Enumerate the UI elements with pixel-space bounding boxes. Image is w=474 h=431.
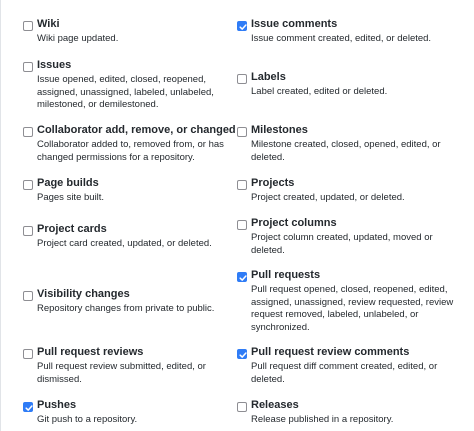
event-title: Pull request review comments <box>251 346 410 358</box>
event-description: Repository changes from private to public. <box>37 303 215 314</box>
pull-requests-checkbox[interactable] <box>237 272 247 282</box>
project-cards-checkbox[interactable] <box>23 226 33 236</box>
milestones-checkbox[interactable] <box>237 127 247 137</box>
event-title: Project columns <box>251 217 337 229</box>
event-title: Releases <box>251 399 299 411</box>
projects-checkbox[interactable] <box>237 180 247 190</box>
event-title: Visibility changes <box>37 288 130 300</box>
event-description: Issue opened, edited, closed, reopened, assigned, unassigned, labeled, unlabeled, milestoned, or demilestoned. <box>37 74 214 111</box>
event-description: Pull request diff comment created, edited, or deleted. <box>251 361 438 385</box>
project-columns-checkbox[interactable] <box>237 220 247 230</box>
event-title: Issue comments <box>251 18 338 30</box>
checkmark-icon <box>24 403 34 413</box>
visibility-changes-checkbox[interactable] <box>23 291 33 301</box>
event-description: Collaborator added to, removed from, or has changed permissions for a repository. <box>37 139 224 163</box>
event-title: Project cards <box>37 223 107 235</box>
event-title: Labels <box>251 71 286 83</box>
wiki-checkbox[interactable] <box>23 21 33 31</box>
event-title: Wiki <box>37 18 60 30</box>
event-description: Git push to a repository. <box>37 414 138 425</box>
labels-checkbox[interactable] <box>237 74 247 84</box>
page-builds-checkbox[interactable] <box>23 180 33 190</box>
event-title: Issues <box>37 59 72 71</box>
issues-checkbox[interactable] <box>23 62 33 72</box>
pushes-checkbox[interactable] <box>23 402 33 412</box>
event-description: Milestone created, closed, opened, edited, or deleted. <box>251 139 441 163</box>
event-title: Page builds <box>37 177 99 189</box>
event-description: Pull request review submitted, edited, or dismissed. <box>37 361 206 385</box>
pull-request-review-comments-checkbox[interactable] <box>237 349 247 359</box>
event-description: Pages site built. <box>37 192 105 203</box>
collaborator-checkbox[interactable] <box>23 127 33 137</box>
checkmark-icon <box>238 273 248 283</box>
pull-request-reviews-checkbox[interactable] <box>23 349 33 359</box>
event-title: Collaborator add, remove, or changed <box>37 124 236 136</box>
event-description: Wiki page updated. <box>37 33 119 44</box>
event-description: Release published in a repository. <box>251 414 394 425</box>
event-title: Pull request reviews <box>37 346 144 358</box>
event-title: Pushes <box>37 399 77 411</box>
event-description: Label created, edited or deleted. <box>251 86 388 97</box>
event-description: Project card created, updated, or deleted. <box>37 238 212 249</box>
event-title: Milestones <box>251 124 308 136</box>
event-description: Pull request opened, closed, reopened, edited, assigned, unassigned, review requested, review request removed, labeled, unlabeled, or synchronized. <box>251 284 454 334</box>
event-description: Project column created, updated, moved or deleted. <box>251 232 433 256</box>
event-title: Pull requests <box>251 269 321 281</box>
releases-checkbox[interactable] <box>237 402 247 412</box>
issue-comments-checkbox[interactable] <box>237 21 247 31</box>
checkmark-icon <box>238 22 248 32</box>
checkmark-icon <box>238 350 248 360</box>
left-border <box>0 0 1 431</box>
event-title: Projects <box>251 177 295 189</box>
event-description: Project created, updated, or deleted. <box>251 192 405 203</box>
event-description: Issue comment created, edited, or deleted. <box>251 33 432 44</box>
